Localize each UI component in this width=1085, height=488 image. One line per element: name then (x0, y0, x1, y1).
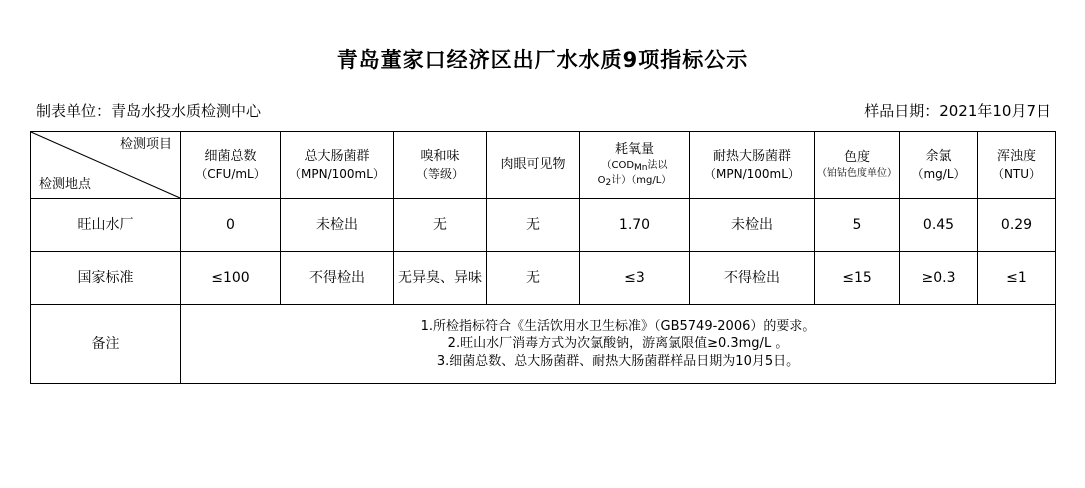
column-header-visible-matter (487, 132, 580, 199)
cell-plant-bacteria: 0 (181, 199, 281, 252)
column-header-coliform-unit: （MPN/100mL） (289, 166, 385, 181)
cell-standard-visible-matter: 无 (487, 252, 580, 305)
water-quality-table (30, 131, 1056, 384)
table-row (31, 252, 1056, 305)
column-header-residual-chlorine (900, 132, 978, 199)
meta-row (36, 100, 1051, 121)
cell-standard-coliform: 不得检出 (281, 252, 394, 305)
table-row (31, 199, 1056, 252)
cell-plant-turbidity: 0.29 (978, 199, 1056, 252)
column-header-odor (394, 132, 487, 199)
header-corner-cell (31, 132, 181, 199)
column-header-chromaticity-name: 色度 (843, 150, 870, 166)
header-corner-item-label: 检测项目 (119, 137, 172, 152)
column-header-residual-chlorine-name: 余氯 (925, 149, 952, 165)
column-header-residual-chlorine-unit: （mg/L） (911, 166, 966, 181)
column-header-oxygen-consumption-name: 耗氧量 (614, 142, 654, 158)
column-header-oxygen-consumption (580, 132, 690, 199)
column-header-odor-name: 嗅和味 (420, 149, 460, 165)
row-label-plant: 旺山水厂 (31, 199, 181, 252)
note-line-2: 2.旺山水厂消毒方式为次氯酸钠，游离氯限值≥0.3mg/L 。 (447, 336, 789, 352)
notes-label: 备注 (31, 305, 181, 384)
column-header-bacteria-unit: （CFU/mL） (195, 166, 266, 181)
column-header-chromaticity (815, 132, 900, 199)
cell-standard-odor: 无异臭、异味 (394, 252, 487, 305)
cell-plant-thermotolerant-coliform: 未检出 (690, 199, 815, 252)
cell-plant-coliform: 未检出 (281, 199, 394, 252)
note-line-1: 1.所检指标符合《生活饮用水卫生标准》（GB5749-2006）的要求。 (420, 318, 816, 334)
cell-plant-oxygen-consumption: 1.70 (580, 199, 690, 252)
cell-plant-odor: 无 (394, 199, 487, 252)
column-header-thermotolerant-coliform-name: 耐热大肠菌群 (712, 149, 791, 165)
column-header-turbidity-unit: （NTU） (991, 166, 1042, 181)
unit-part-2: 法以 (647, 159, 668, 171)
maker-label: 制表单位：青岛水投水质检测中心 (36, 102, 262, 120)
cell-standard-bacteria: ≤100 (181, 252, 281, 305)
cell-plant-visible-matter: 无 (487, 199, 580, 252)
cell-standard-oxygen-consumption: ≤3 (580, 252, 690, 305)
column-header-oxygen-consumption-unit (582, 159, 687, 174)
column-header-thermotolerant-coliform-unit: （MPN/100mL） (704, 166, 800, 181)
cell-standard-residual-chlorine: ≥0.3 (900, 252, 978, 305)
column-header-coliform (281, 132, 394, 199)
page-title: 青岛董家口经济区出厂水水质9项指标公示 (336, 48, 749, 72)
cell-plant-residual-chlorine: 0.45 (900, 199, 978, 252)
cell-plant-chromaticity: 5 (815, 199, 900, 252)
unit-part-3: O (597, 174, 606, 186)
column-header-thermotolerant-coliform (690, 132, 815, 199)
unit-part-1: （COD (601, 159, 635, 171)
unit-sub-2: 2 (605, 177, 612, 188)
unit-part-4: 计）（mg/L） (611, 174, 672, 186)
cell-standard-turbidity: ≤1 (978, 252, 1056, 305)
row-label-standard: 国家标准 (31, 252, 181, 305)
table-header-row (31, 132, 1056, 199)
column-header-turbidity (978, 132, 1056, 199)
column-header-visible-matter-name: 肉眼可见物 (500, 157, 566, 173)
column-header-odor-unit: （等级） (415, 166, 464, 181)
column-header-bacteria (181, 132, 281, 199)
cell-standard-chromaticity: ≤15 (815, 252, 900, 305)
column-header-turbidity-name: 浑浊度 (996, 149, 1036, 165)
column-header-chromaticity-unit: （铂钴色度单位） (817, 168, 897, 180)
document-page (0, 44, 1085, 488)
unit-sub-1: Mn (634, 162, 648, 173)
cell-standard-thermotolerant-coliform: 不得检出 (690, 252, 815, 305)
note-line-3: 3.细菌总数、总大肠菌群、耐热大肠菌群样品日期为10月5日。 (436, 353, 800, 369)
column-header-oxygen-consumption-unit2 (582, 174, 687, 189)
sample-date-label: 样品日期：2021年10月7日 (864, 102, 1051, 120)
column-header-bacteria-name: 细菌总数 (204, 149, 257, 165)
column-header-coliform-name: 总大肠菌群 (304, 149, 370, 165)
header-corner-location-label: 检测地点 (39, 177, 92, 193)
notes-content (181, 305, 1056, 384)
notes-row (31, 305, 1056, 384)
